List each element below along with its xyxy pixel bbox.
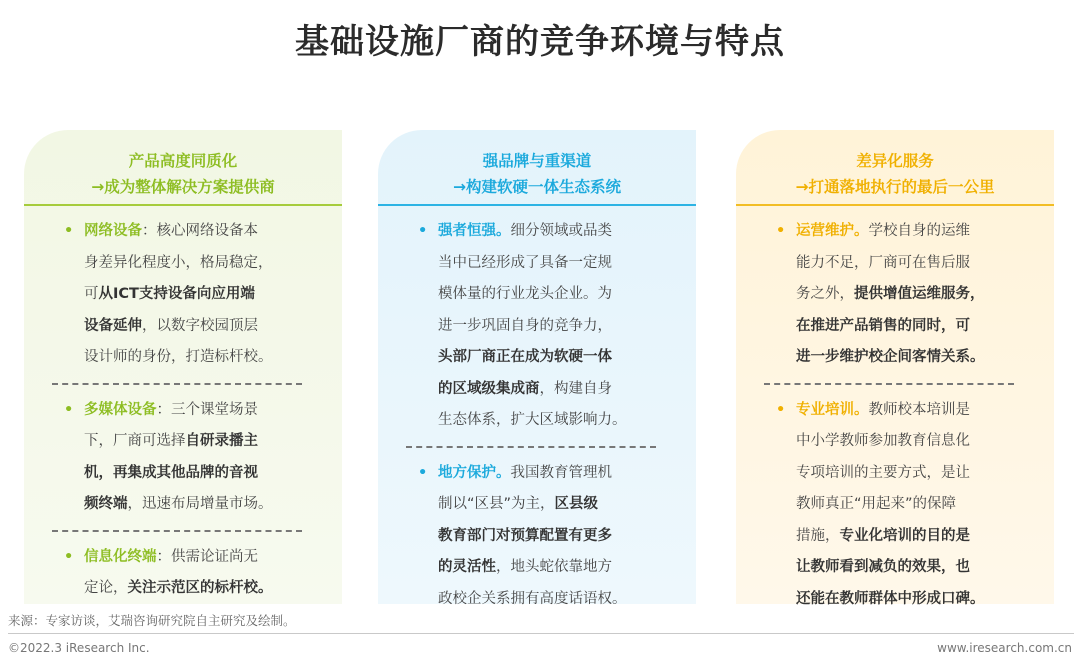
card-heading-line1: 差异化服务	[856, 152, 934, 170]
bullet-item	[736, 395, 1054, 616]
bullet-item	[378, 458, 696, 616]
bullet-item	[24, 395, 342, 521]
item-line	[84, 458, 316, 490]
item-text: 教育部门对预算配置有更多	[438, 527, 612, 544]
item-text: 生态体系，扩大区域影响力。	[438, 412, 627, 428]
item-line	[796, 311, 1028, 343]
item-line	[84, 542, 316, 574]
bullet-dot-icon: •	[418, 223, 428, 239]
item-text: ：核心网络设备本	[142, 223, 258, 239]
item-keyword: 信息化终端	[84, 548, 157, 565]
item-text: 频终端	[84, 496, 128, 512]
item-text: 中小学教师参加教育信息化	[796, 433, 970, 449]
item-text: 进一步巩固自身的竞争力，	[438, 317, 612, 334]
bullet-dot-icon: •	[776, 401, 786, 418]
card-items	[378, 206, 696, 615]
page-title: 基础设施厂商的竞争环境与特点	[295, 22, 785, 62]
item-text: 在推进产品销售的同时，可	[796, 317, 970, 334]
item-line	[796, 426, 1028, 458]
item-line	[796, 584, 1028, 616]
item-text: ：供需论证尚无	[156, 548, 258, 565]
item-keyword: 专业培训。	[796, 401, 869, 418]
item-text: 设计师的身份，打造标杆校。	[84, 349, 273, 365]
item-line	[84, 342, 316, 374]
item-keyword: 运营维护。	[796, 223, 869, 239]
item-text: 可	[84, 286, 99, 302]
item-line	[438, 584, 670, 616]
item-text: ，以数字校园顶层	[142, 317, 258, 334]
bullet-dot-icon: •	[64, 401, 74, 418]
dashed-divider	[764, 383, 1014, 385]
copyright: ©2022.3 iResearch Inc.	[8, 641, 150, 655]
item-text: 的区域级集成商	[438, 380, 540, 397]
item-text: ，构建自身	[539, 380, 612, 397]
item-line	[438, 458, 670, 490]
item-text: 自研录播主	[185, 433, 258, 449]
item-line	[796, 489, 1028, 521]
item-line	[84, 311, 316, 343]
item-text: ，迅速布局增量市场。	[127, 496, 273, 512]
item-line	[438, 489, 670, 521]
item-keyword: 网络设备	[84, 223, 142, 239]
card-items	[736, 206, 1054, 615]
bullet-item	[736, 216, 1054, 374]
item-text: 我国教育管理机	[510, 464, 612, 481]
card-heading-line1: 强品牌与重渠道	[482, 152, 592, 170]
item-text: 从ICT支持设备向应用端	[98, 286, 255, 302]
item-text: 还能在教师群体中形成口碑。	[796, 590, 985, 607]
item-text: 当中已经形成了具备一定规	[438, 254, 612, 271]
item-line	[84, 426, 316, 458]
item-text: 让教师看到减负的效果，也	[796, 559, 970, 575]
item-text: 能力不足，厂商可在售后服	[796, 254, 970, 271]
item-line	[438, 374, 670, 406]
bullet-item	[24, 216, 342, 374]
website-link[interactable]: www.iresearch.com.cn	[937, 641, 1072, 655]
item-line	[796, 279, 1028, 311]
item-text: 细分领域或品类	[510, 223, 612, 239]
source-note: 来源：专家访谈，艾瑞咨询研究院自主研究及绘制。	[8, 613, 296, 628]
item-line	[84, 573, 316, 605]
item-keyword: 地方保护。	[438, 464, 511, 481]
item-line	[438, 552, 670, 584]
item-text: ：三个课堂场景	[156, 401, 258, 418]
item-line	[438, 405, 670, 437]
item-keyword: 强者恒强。	[438, 223, 511, 239]
item-line	[84, 248, 316, 280]
card-differentiated-service	[736, 130, 1054, 607]
bullet-dot-icon: •	[776, 223, 786, 239]
card-heading	[24, 130, 342, 206]
dashed-divider	[406, 446, 656, 448]
item-line	[796, 248, 1028, 280]
item-line	[796, 552, 1028, 584]
item-line	[796, 395, 1028, 427]
item-line	[438, 342, 670, 374]
item-text: 身差异化程度小，格局稳定，	[84, 254, 273, 271]
dashed-divider	[52, 383, 302, 385]
card-heading	[736, 130, 1054, 206]
item-line	[438, 248, 670, 280]
card-heading-line2: →成为整体解决方案提供商	[91, 178, 275, 196]
item-text: 关注示范区的标杆校。	[127, 580, 273, 596]
item-text: 务之外，	[796, 286, 854, 302]
item-line	[84, 489, 316, 521]
card-homogenization	[24, 130, 342, 604]
item-text: 机，再集成其他品牌的音视	[84, 464, 258, 481]
item-text: 定论，	[84, 580, 128, 596]
item-line	[438, 279, 670, 311]
bullet-dot-icon: •	[64, 548, 74, 565]
bullet-dot-icon: •	[418, 464, 428, 481]
item-line	[84, 279, 316, 311]
item-line	[84, 216, 316, 248]
item-line	[438, 216, 670, 248]
item-text: 政校企关系拥有高度话语权。	[438, 590, 627, 607]
item-text: 措施，	[796, 527, 840, 544]
item-text: 头部厂商正在成为软硬一体	[438, 349, 612, 365]
item-line	[796, 216, 1028, 248]
item-text: 提供增值运维服务，	[854, 286, 985, 302]
card-brand-channel	[378, 130, 696, 607]
bullet-item	[24, 542, 342, 605]
card-heading-line2: →构建软硬一体生态系统	[453, 178, 621, 196]
item-text: 制以“区县”为主，	[438, 496, 555, 512]
item-line	[796, 458, 1028, 490]
item-text: 学校自身的运维	[868, 223, 970, 239]
item-line	[438, 311, 670, 343]
item-text: 设备延伸	[84, 317, 142, 334]
item-keyword: 多媒体设备	[84, 401, 157, 418]
item-text: 专项培训的主要方式，是让	[796, 464, 970, 481]
item-text: 下，厂商可选择	[84, 433, 186, 449]
item-text: 进一步维护校企间客情关系。	[796, 349, 985, 365]
item-line	[796, 521, 1028, 553]
item-text: 教师校本培训是	[868, 401, 970, 418]
footer-divider	[8, 633, 1074, 634]
card-heading-line2: →打通落地执行的最后一公里	[795, 178, 995, 196]
item-text: ，地头蛇依靠地方	[496, 559, 612, 575]
item-text: 区县级	[554, 496, 599, 512]
card-heading	[378, 130, 696, 206]
dashed-divider	[52, 530, 302, 532]
bullet-item	[378, 216, 696, 437]
item-line	[84, 395, 316, 427]
item-text: 专业化培训的目的是	[839, 527, 970, 544]
card-items	[24, 206, 342, 605]
item-line	[438, 521, 670, 553]
item-text: 模体量的行业龙头企业。为	[438, 286, 612, 302]
card-heading-line1: 产品高度同质化	[128, 152, 238, 170]
bullet-dot-icon: •	[64, 223, 74, 239]
item-line	[796, 342, 1028, 374]
item-text: 教师真正“用起来”的保障	[796, 496, 957, 512]
item-text: 的灵活性	[438, 559, 496, 575]
